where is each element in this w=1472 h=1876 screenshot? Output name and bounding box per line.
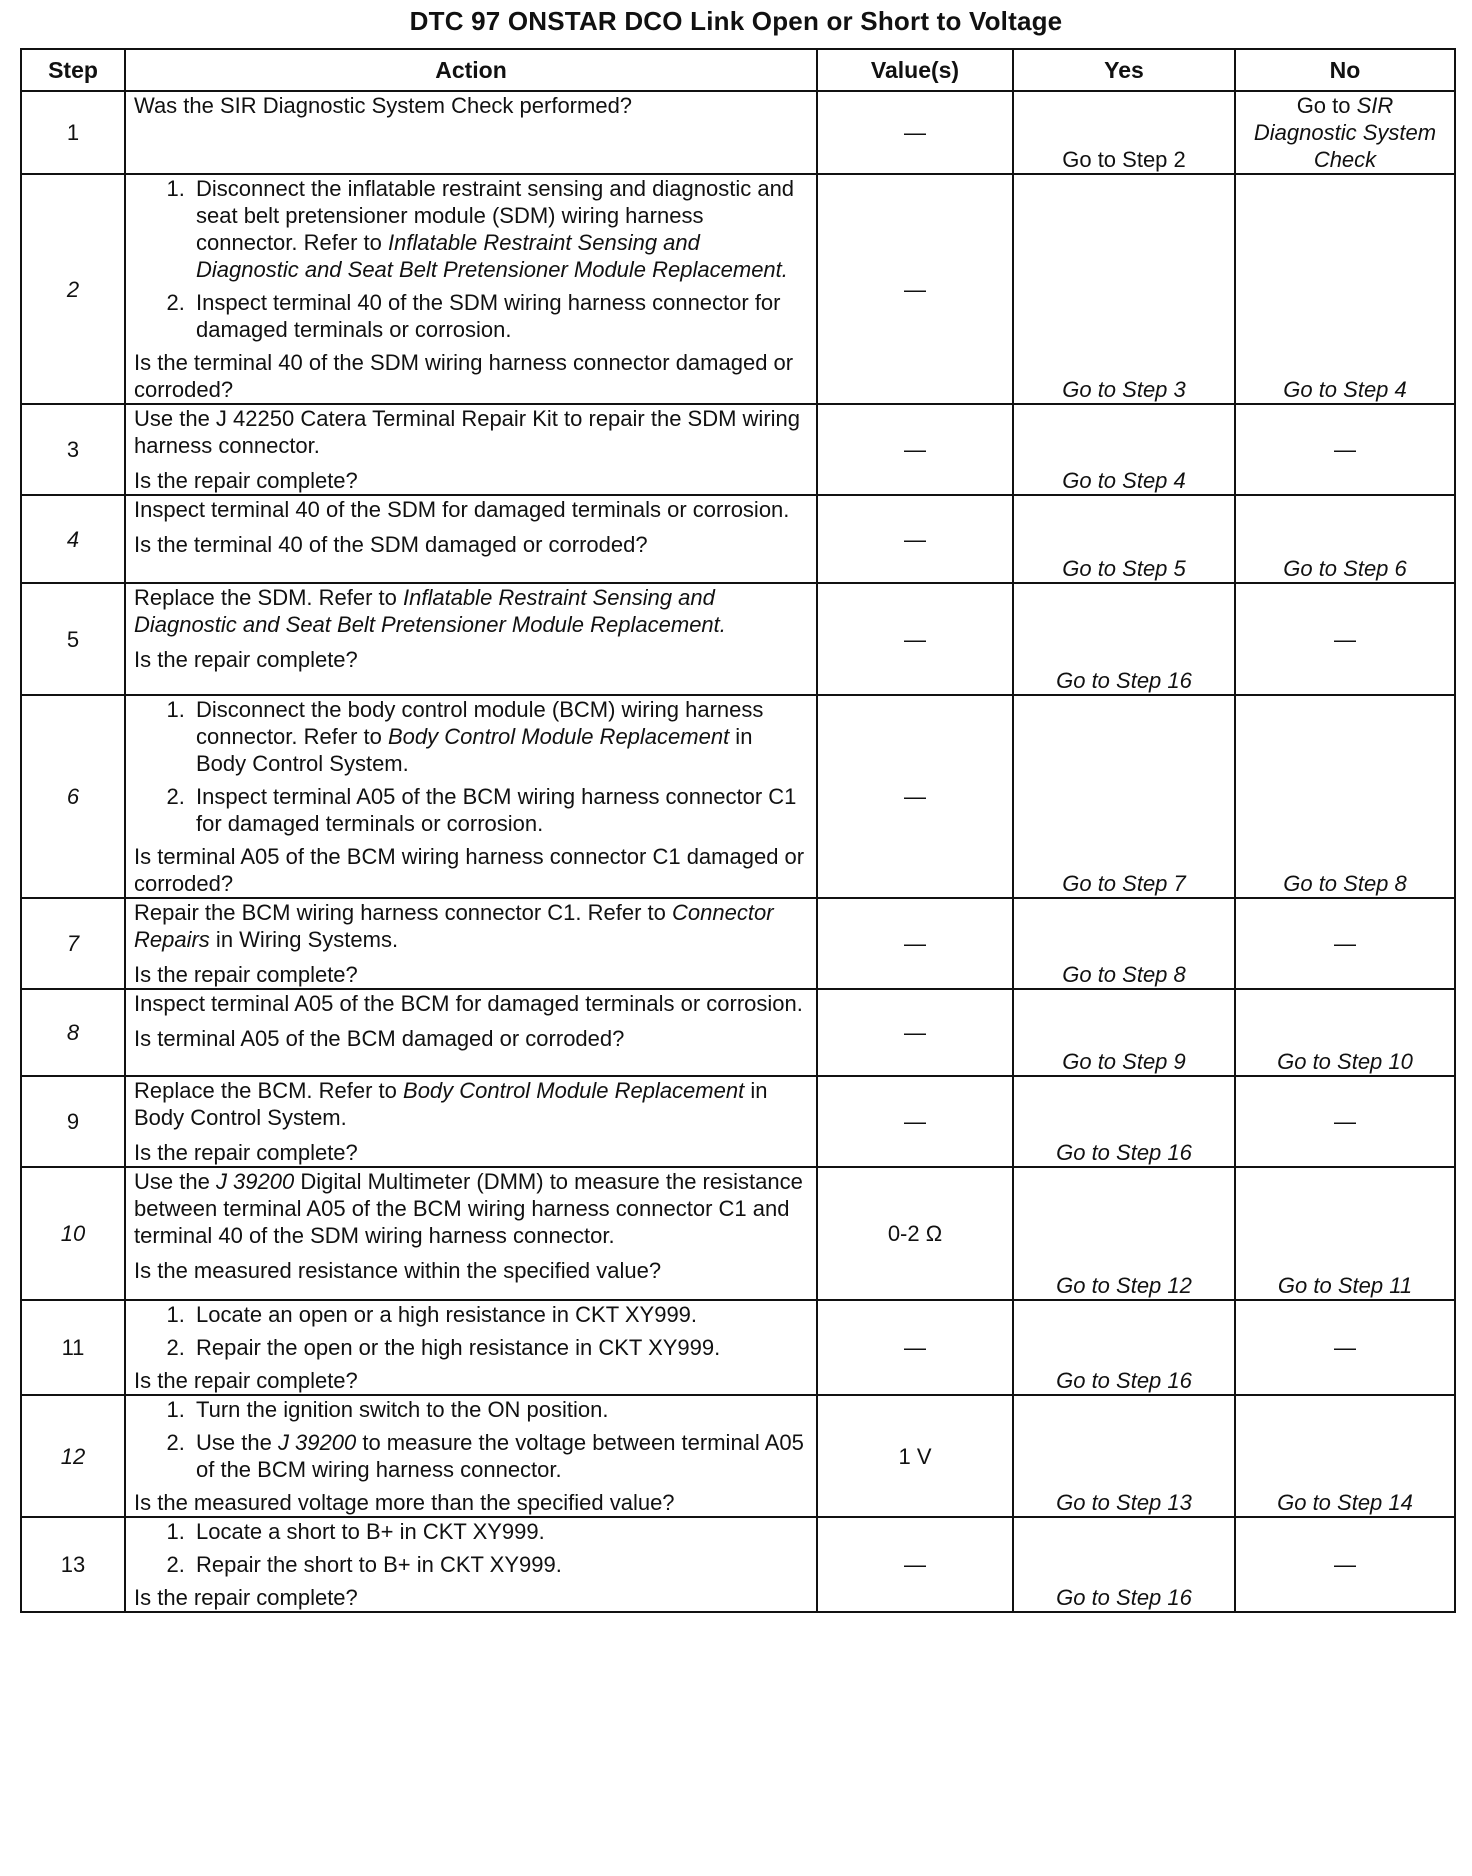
action-text-part: Replace the SDM. Refer to [134,585,404,610]
header-yes: Yes [1013,49,1235,91]
value-cell: — [817,404,1013,495]
substep-text: to measure the voltage between terminal A05 of the BCM wiring harness connector. [196,1430,804,1482]
question-text: Is the repair complete? [134,962,358,987]
yes-cell: Go to Step 16 [1013,1517,1235,1612]
reference-link: Connector Repairs [134,900,774,952]
question-text: Is terminal A05 of the BCM damaged or corroded? [134,1026,625,1051]
value-cell: — [817,1517,1013,1612]
substep [191,1334,808,1361]
yes-cell: Go to Step 4 [1013,404,1235,495]
table-row [21,91,1455,174]
no-cell: Go to Step 14 [1235,1395,1455,1517]
no-cell: Go to Step 10 [1235,989,1455,1076]
action-cell [125,1167,817,1300]
substep-text: Repair the short to B+ in CKT XY999. [196,1552,562,1577]
yes-cell: Go to Step 12 [1013,1167,1235,1300]
table-row [21,404,1455,495]
substep-text: Turn the ignition switch to the ON position. [196,1397,609,1422]
substep-text: in Body Control System. [196,724,753,776]
action-cell [125,495,817,583]
header-no: No [1235,49,1455,91]
no-prefix: Go to [1296,93,1351,118]
value-cell: — [817,1300,1013,1395]
yes-cell: Go to Step 7 [1013,695,1235,898]
substep [191,1301,808,1328]
yes-cell: Go to Step 2 [1013,91,1235,174]
no-cell: — [1235,404,1455,495]
substep-list [134,696,808,837]
substep-text: Locate a short to B+ in CKT XY999. [196,1519,545,1544]
step-number: 3 [21,404,125,495]
question-text: Is the terminal 40 of the SDM damaged or corroded? [134,532,648,557]
substep-text: Disconnect the inflatable restraint sensing and diagnostic and seat belt pretensioner module (SDM) wiring harness connector. Refer to [196,176,795,255]
step-number: 5 [21,583,125,695]
action-text [134,1077,808,1131]
yes-cell: Go to Step 13 [1013,1395,1235,1517]
step-number: 13 [21,1517,125,1612]
question-text: Is the repair complete? [134,1140,358,1165]
action-cell [125,1395,817,1517]
question-text: Is the repair complete? [134,647,358,672]
step-number: 2 [21,174,125,404]
step-number: 7 [21,898,125,989]
step-number: 12 [21,1395,125,1517]
reference-link: Inflatable Restraint Sensing and Diagnostic and Seat Belt Pretensioner Module Replacement. [134,585,726,637]
value-cell: — [817,898,1013,989]
no-cell: Go to Step 8 [1235,695,1455,898]
table-header-row [21,49,1455,91]
table-row [21,695,1455,898]
table-row [21,1167,1455,1300]
substep [191,1396,808,1423]
substep-list [134,1396,808,1483]
substep [191,696,808,777]
action-text-part: in Body Control System. [134,1078,768,1130]
table-row [21,1300,1455,1395]
header-step: Step [21,49,125,91]
table-row [21,1517,1455,1612]
substep-list [134,175,808,343]
question-text: Is the repair complete? [134,1585,358,1610]
table-row [21,1395,1455,1517]
substep-text: Repair the open or the high resistance in CKT XY999. [196,1335,721,1360]
question-text: Is the repair complete? [134,1368,358,1393]
step-number: 10 [21,1167,125,1300]
substep-text: Inspect terminal A05 of the BCM wiring harness connector C1 for damaged terminals or corrosion. [196,784,797,836]
tool-reference: J 39200 [215,1169,295,1194]
value-cell: — [817,174,1013,404]
action-text-part: Replace the BCM. Refer to [134,1078,404,1103]
table-row [21,495,1455,583]
action-cell [125,1300,817,1395]
value-cell: 1 V [817,1395,1013,1517]
yes-cell: Go to Step 16 [1013,1300,1235,1395]
substep-text: Locate an open or a high resistance in CKT XY999. [196,1302,698,1327]
no-cell: Go to Step 6 [1235,495,1455,583]
action-text: Inspect terminal A05 of the BCM for damaged terminals or corrosion. [134,991,803,1016]
step-number: 8 [21,989,125,1076]
action-cell [125,1076,817,1167]
action-text: Inspect terminal 40 of the SDM for damaged terminals or corrosion. [134,497,790,522]
no-cell: — [1235,1076,1455,1167]
substep [191,289,808,343]
substep-text: Inspect terminal 40 of the SDM wiring harness connector for damaged terminals or corrosion. [196,290,781,342]
substep [191,783,808,837]
step-number: 4 [21,495,125,583]
action-text [134,1168,808,1249]
substep-text: Use the [196,1430,278,1455]
yes-cell: Go to Step 16 [1013,1076,1235,1167]
question-text: Is the measured voltage more than the specified value? [134,1490,675,1515]
action-cell [125,989,817,1076]
action-text-part: Repair the BCM wiring harness connector C1. Refer to [134,900,673,925]
substep [191,1429,808,1483]
no-cell: — [1235,1517,1455,1612]
action-cell [125,174,817,404]
action-text: Was the SIR Diagnostic System Check performed? [134,93,633,118]
yes-cell: Go to Step 3 [1013,174,1235,404]
substep [191,1551,808,1578]
action-cell [125,91,817,174]
no-cell [1235,91,1455,174]
question-text: Is the repair complete? [134,468,358,493]
table-row [21,174,1455,404]
tool-reference: J 39200 [277,1430,357,1455]
no-cell: — [1235,1300,1455,1395]
step-number: 11 [21,1300,125,1395]
question-text: Is terminal A05 of the BCM wiring harness connector C1 damaged or corroded? [134,844,805,896]
value-cell: — [817,1076,1013,1167]
table-row [21,898,1455,989]
substep [191,1518,808,1545]
action-text: Use the J 42250 Catera Terminal Repair Kit to repair the SDM wiring harness connector. [134,406,801,458]
yes-cell: Go to Step 16 [1013,583,1235,695]
step-number: 6 [21,695,125,898]
reference-link: Body Control Module Replacement [403,1078,745,1103]
value-cell: — [817,989,1013,1076]
no-link: SIR Diagnostic System Check [1253,93,1437,172]
yes-cell: Go to Step 9 [1013,989,1235,1076]
table-row [21,583,1455,695]
reference-link: Body Control Module Replacement [388,724,730,749]
table-row [21,989,1455,1076]
question-text: Is the terminal 40 of the SDM wiring harness connector damaged or corroded? [134,350,794,402]
no-cell: Go to Step 4 [1235,174,1455,404]
substep [191,175,808,283]
action-cell [125,583,817,695]
no-cell: — [1235,583,1455,695]
yes-cell: Go to Step 5 [1013,495,1235,583]
action-text-part: in Wiring Systems. [209,927,399,952]
table-row [21,1076,1455,1167]
reference-link: Inflatable Restraint Sensing and Diagnostic and Seat Belt Pretensioner Module Replacement. [196,230,788,282]
no-cell: Go to Step 11 [1235,1167,1455,1300]
diagnostic-table [20,48,1456,1613]
action-text [134,584,808,638]
substep-list [134,1518,808,1578]
step-number: 9 [21,1076,125,1167]
header-action: Action [125,49,817,91]
page-title: DTC 97 ONSTAR DCO Link Open or Short to Voltage [409,6,1063,36]
no-cell: — [1235,898,1455,989]
step-number: 1 [21,91,125,174]
action-cell [125,695,817,898]
action-cell [125,1517,817,1612]
action-text [134,899,808,953]
action-cell [125,898,817,989]
substep-text: Disconnect the body control module (BCM) wiring harness connector. Refer to [196,697,764,749]
action-cell [125,404,817,495]
action-text-part: Use the [134,1169,216,1194]
value-cell: — [817,583,1013,695]
value-cell: — [817,91,1013,174]
value-cell: 0-2 Ω [817,1167,1013,1300]
substep-list [134,1301,808,1361]
action-text-part: Digital Multimeter (DMM) to measure the resistance between terminal A05 of the BCM wiring harness connector C1 and terminal 40 of the SDM wiring harness connector. [134,1169,803,1248]
value-cell: — [817,695,1013,898]
yes-cell: Go to Step 8 [1013,898,1235,989]
value-cell: — [817,495,1013,583]
question-text: Is the measured resistance within the specified value? [134,1258,662,1283]
header-values: Value(s) [817,49,1013,91]
